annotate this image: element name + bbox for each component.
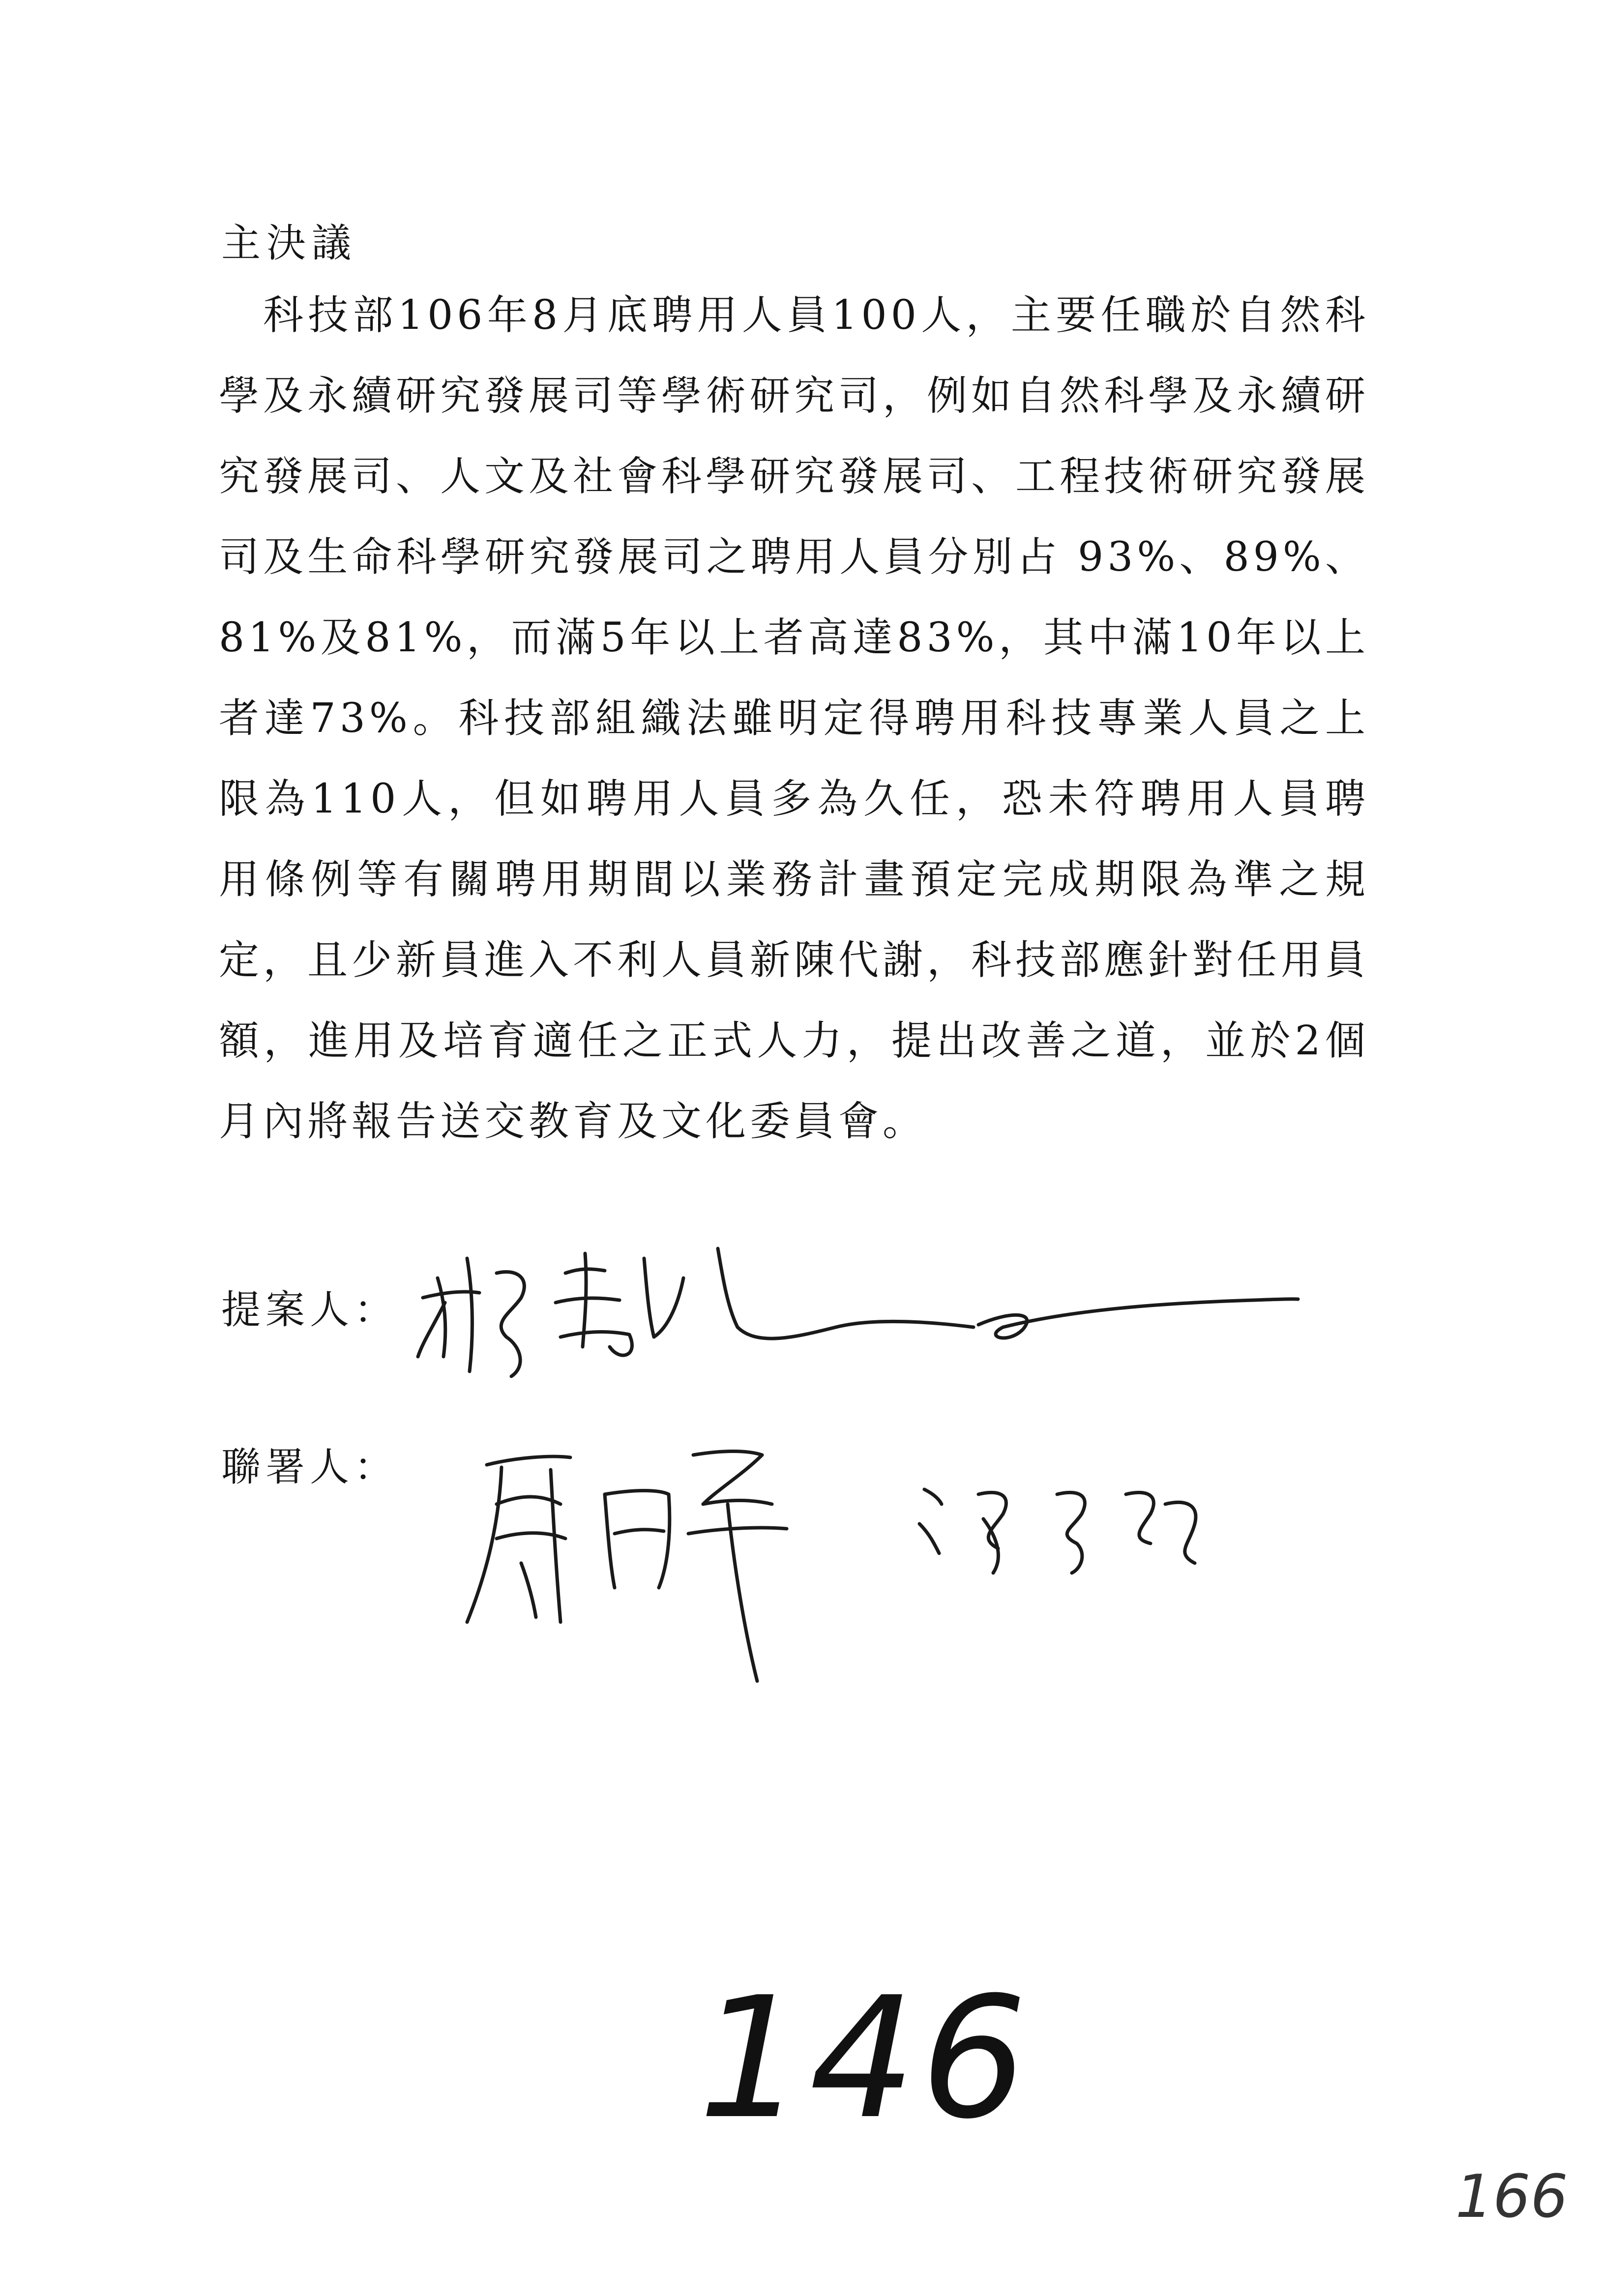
proposer-label: 提案人：: [221, 1287, 398, 1333]
heading: 主決議: [221, 220, 357, 266]
cosigner-label: 聯署人：: [221, 1444, 398, 1490]
resolution-body: 科技部106年8月底聘用人員100人，主要任職於自然科學及永續研究發展司等學術研究司，例如自然科學及永續研究發展司、人文及社會科學研究發展司、工程技術研究發展司及生命科學研究發展司之聘用人員分別占 93%、89%、81%及81%，而滿5年以上者高達83%，其中滿10年以上者達73%。科技部組織法雖明定得聘用科技專業人員之上限為110人，但如聘用人員多為久任，恐未符聘用人員聘用條例等有關聘用期間以業務計畫預定完成期限為準之規定，且少新員進入不利人員新陳代謝，科技部應針對任用員額，進用及培育適任之正式人力，提出改善之道，並於2個月內將報告送交教育及文化委員會。: [219, 292, 1370, 1145]
handwritten-page-number: 146: [698, 1961, 1032, 2156]
corner-page-number: 166: [1455, 2163, 1568, 2231]
